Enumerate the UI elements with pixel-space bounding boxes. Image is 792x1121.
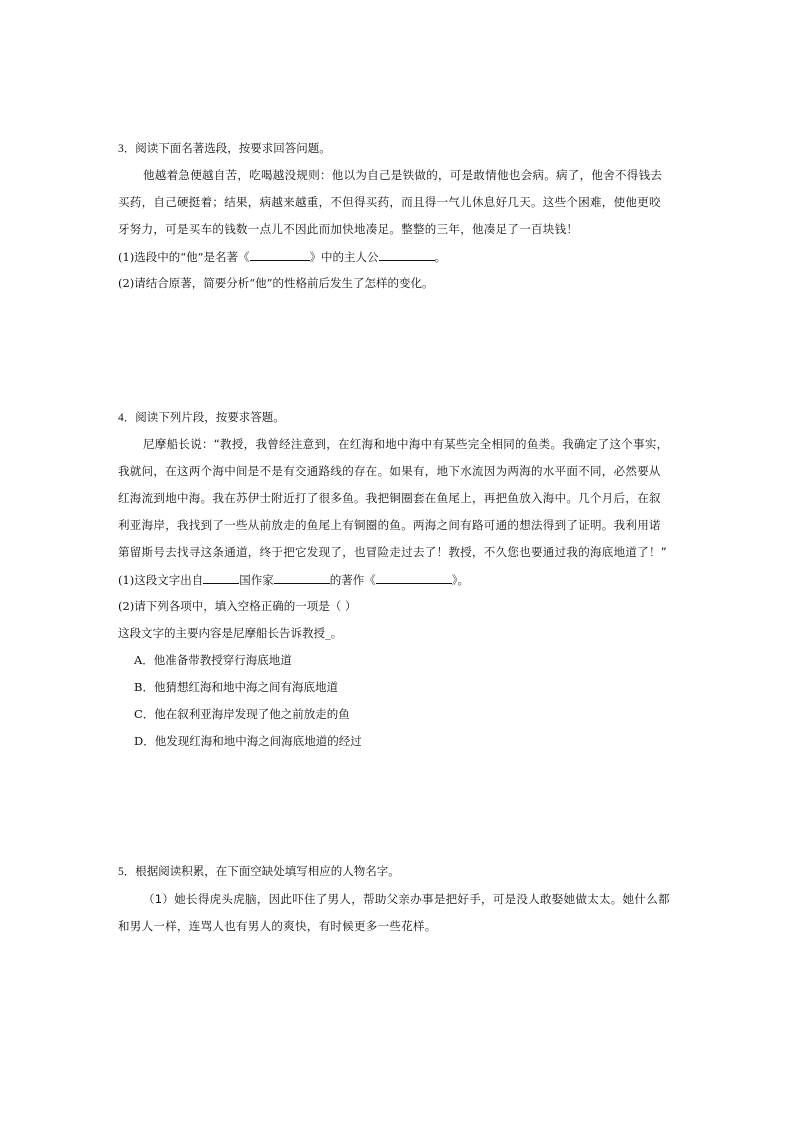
q3-sub1-middle: 》中的主人公 [309, 250, 379, 264]
q5-header: 5．根据阅读积累，在下面空缺处填写相应的人物名字。 [118, 866, 400, 878]
q3-protagonist-blank[interactable] [379, 248, 435, 261]
q3-sub1-suffix: 。 [434, 250, 447, 264]
q3-book-blank[interactable] [250, 248, 310, 261]
q4-passage-line-3: 红海流到地中海。我在苏伊士附近打了很多鱼。我把铜圈套在鱼尾上，再把鱼放入海中。几个月后，在叙 [118, 491, 661, 505]
q4-option-b[interactable]: B．他猜想红海和地中海之间有海底地道 [134, 680, 338, 694]
q5-passage-line-1: （1）她长得虎头虎脑，因此吓住了男人，帮助父亲办事是把好手，可是没人敢娶她做太太。她什么都 [143, 892, 670, 906]
q3-sub1-prefix: (1)选段中的“他”是名著《 [118, 250, 250, 264]
q4-option-d[interactable]: D．他发现红海和地中海之间海底地道的经过 [134, 734, 362, 748]
q3-header: 3．阅读下面名著选段，按要求回答问题。 [118, 143, 331, 155]
q4-sub2: (2)请下列各项中，填入空格正确的一项是（ ） [118, 599, 357, 613]
q3-passage-line-1: 他越着急便越自苦，吃喝越没规则：他以为自己是铁做的，可是敢情他也会病。病了，他舍不得钱去 [143, 168, 663, 182]
q4-sub1-middle1: 国作家 [239, 573, 274, 587]
q4-author-blank[interactable] [274, 571, 330, 584]
q5-passage-line-2: 和男人一样，连骂人也有男人的爽快，有时候更多一些花样。 [118, 919, 437, 933]
q4-sub1 [118, 571, 469, 588]
q4-country-blank[interactable] [203, 571, 239, 584]
q4-book-blank[interactable] [376, 571, 452, 584]
q4-stem: 这段文字的主要内容是尼摩船长告诉教授_。 [118, 626, 343, 640]
q4-passage-line-5: 第留斯号去找寻这条通道，终于把它发现了，也冒险走过去了！教授，不久您也要通过我的海底地道了！” [118, 545, 668, 559]
q4-option-c[interactable]: C．他在叙利亚海岸发现了他之前放走的鱼 [134, 707, 350, 721]
q4-header: 4．阅读下列片段，按要求答题。 [118, 412, 285, 424]
q4-option-a[interactable]: A．他准备带教授穿行海底地道 [134, 653, 292, 667]
q4-sub1-middle2: 的著作《 [329, 573, 376, 587]
q3-passage-line-3: 牙努力，可是买车的钱数一点儿不因此而加快地凑足。整整的三年，他凑足了一百块钱！ [118, 222, 579, 236]
q4-passage-line-2: 我就问，在这两个海中间是不是有交通路线的存在。如果有，地下水流因为两海的水平面不同，必然要从 [118, 464, 661, 478]
q3-sub1 [118, 248, 446, 265]
q4-passage-line-1: 尼摩船长说：“教授，我曾经注意到，在红海和地中海中有某些完全相同的鱼类。我确定了这个事实， [143, 437, 669, 451]
q4-passage-line-4: 利亚海岸，我找到了一些从前放走的鱼尾上有铜圈的鱼。两海之间有路可通的想法得到了证明。我利用诺 [118, 518, 661, 532]
q4-sub1-suffix: 》。 [451, 573, 470, 587]
q3-sub2: (2)请结合原著，简要分析“他”的性格前后发生了怎样的变化。 [118, 276, 434, 290]
q3-passage-line-2: 买药，自己硬挺着；结果，病越来越重，不但得买药，而且得一气儿休息好几天。这些个困难，使他更咬 [118, 195, 661, 209]
q4-sub1-prefix: (1)这段文字出自 [118, 573, 204, 587]
